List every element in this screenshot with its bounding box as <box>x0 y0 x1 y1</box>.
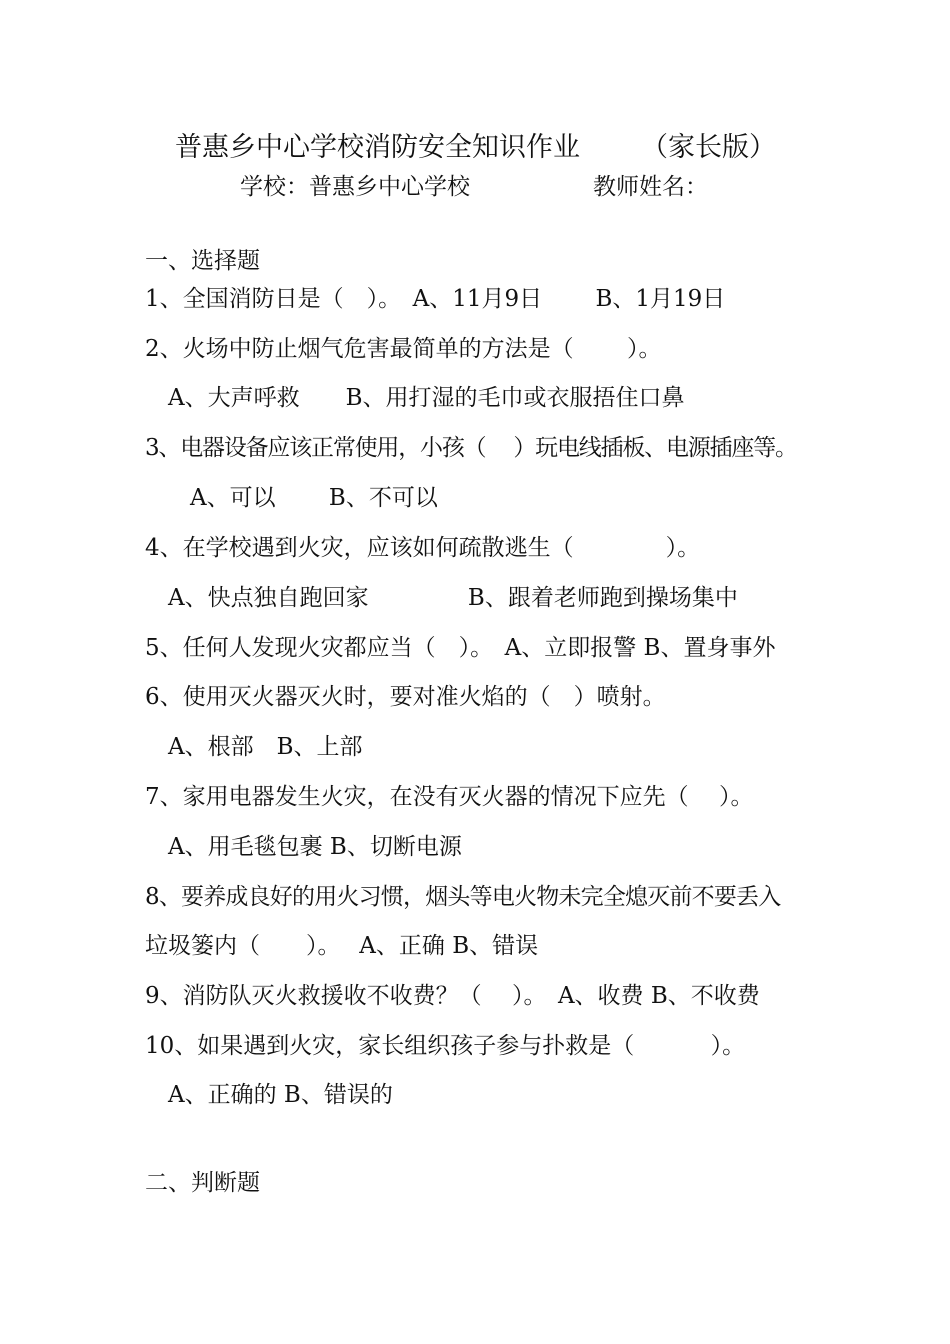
page-title-suffix: （家长版） <box>641 132 776 163</box>
question-4: 4、在学校遇到火灾，应该如何疏散逃生（ ）。 <box>145 535 701 561</box>
question-3-options: A、可以 B、不可以 <box>190 485 438 511</box>
question-6: 6、使用灭火器灭火时，要对准火焰的（ ）喷射。 <box>145 684 666 710</box>
school-line: 学校：普惠乡中心学校 <box>240 174 470 200</box>
question-10: 10、如果遇到火灾，家长组织孩子参与扑救是（ ）。 <box>145 1033 746 1059</box>
teacher-name-line: 教师姓名： <box>593 174 708 200</box>
question-4-options: A、快点独自跑回家 B、跟着老师跑到操场集中 <box>168 585 738 611</box>
question-7-options: A、用毛毯包裹 B、切断电源 <box>168 834 462 860</box>
question-5: 5、任何人发现火灾都应当（ ）。 A、立即报警 B、置身事外 <box>145 635 776 661</box>
page-title: 普惠乡中心学校消防安全知识作业 <box>175 132 580 163</box>
question-2: 2、火场中防止烟气危害最简单的方法是（ ）。 <box>145 336 662 362</box>
question-8-line-1: 8、要养成良好的用火习惯，烟头等电火物未完全熄灭前不要丢入 <box>145 884 781 910</box>
question-3: 3、电器设备应该正常使用，小孩（ ）玩电线插板、电源插座等。 <box>145 435 797 461</box>
section-heading-judge: 二、判断题 <box>145 1170 260 1196</box>
question-6-options: A、根部 B、上部 <box>168 734 363 760</box>
section-heading-choice: 一、选择题 <box>145 248 260 274</box>
question-10-options: A、正确的 B、错误的 <box>168 1082 393 1108</box>
question-8-line-2: 垃圾篓内（ ）。 A、正确 B、错误 <box>145 933 539 959</box>
question-2-options: A、大声呼救 B、用打湿的毛巾或衣服捂住口鼻 <box>168 385 685 411</box>
question-9: 9、消防队灭火救援收不收费？（ ）。 A、收费 B、不收费 <box>145 983 760 1009</box>
question-7: 7、家用电器发生火灾，在没有灭火器的情况下应先（ ）。 <box>145 784 754 810</box>
question-1: 1、全国消防日是（ ）。 A、11月9日 B、1月19日 <box>145 286 726 312</box>
